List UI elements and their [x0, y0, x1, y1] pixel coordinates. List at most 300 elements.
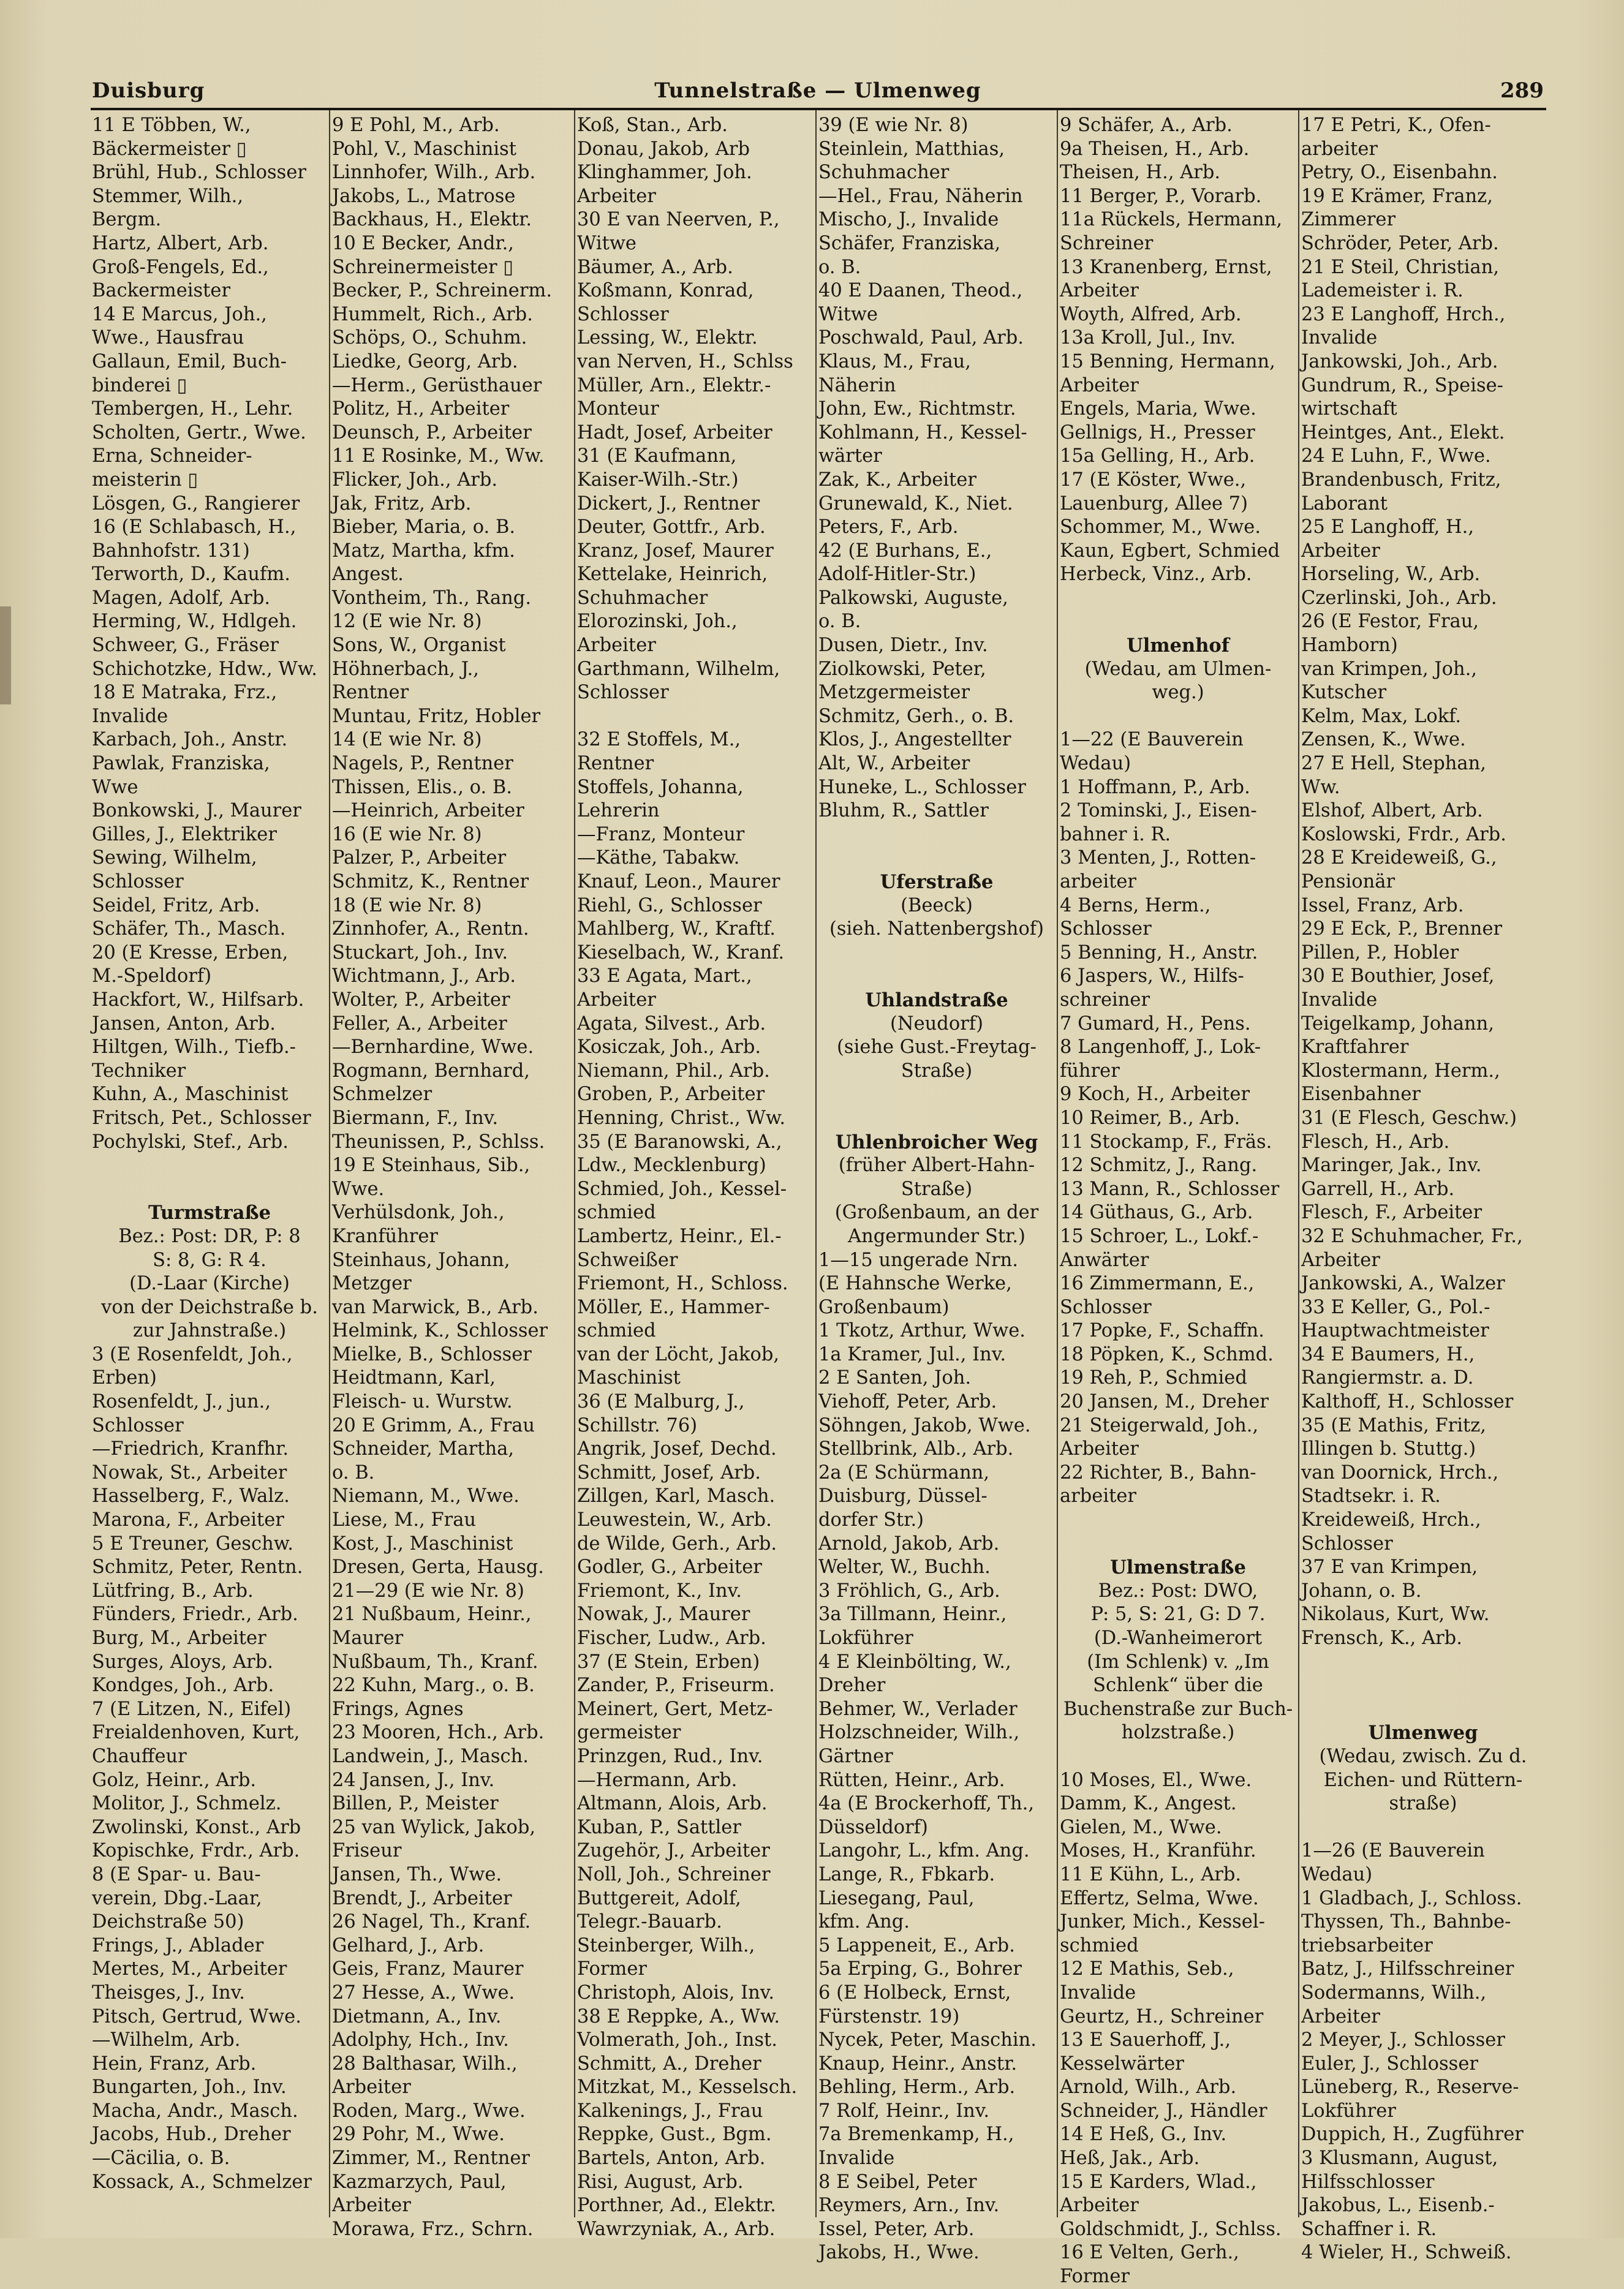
entry-line: 5 Lappeneit, E., Arb.	[818, 1934, 1015, 1956]
entry-line: Erna, Schneider-	[92, 445, 252, 467]
entry-line: Damm, K., Angest.	[1060, 1793, 1237, 1815]
entry-line: Duppich, H., Zugführer	[1301, 2124, 1524, 2146]
entry-line: Kost, J., Maschinist	[332, 1533, 513, 1555]
entry-line: 5a Erping, G., Bohrer	[818, 1958, 1022, 1980]
entry-line: Schröder, Peter, Arb.	[1301, 232, 1499, 254]
entry-line: Maringer, Jak., Inv.	[1301, 1155, 1482, 1177]
column-divider	[1298, 110, 1299, 2217]
entry-line: Mielke, B., Schlosser	[332, 1343, 532, 1365]
entry-line: 13 Mann, R., Schlosser	[1060, 1178, 1280, 1200]
entry-line: Godler, G., Arbeiter	[577, 1556, 762, 1578]
entry-line: 9 Schäfer, A., Arb.	[1060, 115, 1233, 136]
entry-line: Teigelkamp, Johann,	[1301, 1013, 1495, 1035]
entry-line: Schmied, Joh., Kessel-	[577, 1178, 787, 1200]
entry-line: o. B.	[818, 611, 861, 633]
street-heading: Uferstraße	[880, 871, 994, 893]
entry-line: Kuhn, A., Maschinist	[92, 1084, 289, 1106]
entry-line: —Heinrich, Arbeiter	[332, 800, 524, 822]
entry-line: Laborant	[1301, 492, 1388, 515]
entry-line: Gielen, M., Wwe.	[1060, 1816, 1222, 1838]
entry-line: Christoph, Alois, Inv.	[577, 1982, 775, 2004]
entry-line: 37 (E Stein, Erben)	[577, 1651, 760, 1673]
entry-line: Frings, J., Ablader	[92, 1934, 264, 1956]
entry-line: Backermeister	[92, 280, 231, 302]
entry-line: Invalide	[818, 2148, 895, 2170]
entry-line: Frings, Agnes	[332, 1698, 464, 1720]
entry-line: Maurer	[332, 1627, 404, 1649]
entry-line: Schlosser	[577, 303, 669, 325]
entry-line: Prinzgen, Rud., Inv.	[577, 1745, 763, 1767]
entry-line: 4 E Kleinbölting, W.,	[818, 1651, 1011, 1673]
entry-line: Euler, J., Schlosser	[1301, 2053, 1478, 2075]
column-6	[1301, 114, 1545, 2264]
entry-line: —Käthe, Tabakw.	[577, 847, 740, 869]
entry-line: Gellnigs, H., Presser	[1060, 421, 1255, 443]
entry-line: 16 E Velten, Gerh.,	[1060, 2242, 1239, 2264]
entry-line: Dusen, Dietr., Inv.	[818, 635, 988, 657]
entry-line: Nagels, P., Rentner	[332, 753, 513, 775]
entry-line: Muntau, Fritz, Hobler	[332, 705, 541, 727]
entry-line: 3a Tillmann, Heinr.,	[818, 1604, 1007, 1626]
entry-line: (E Hahnsche Werke,	[818, 1273, 1012, 1295]
entry-line: Telegr.-Bauarb.	[577, 1911, 722, 1933]
entry-line: —Wilhelm, Arb.	[92, 2029, 241, 2051]
entry-line: Bahnhofstr. 131)	[92, 540, 250, 562]
entry-line: 24 Jansen, J., Inv.	[332, 1769, 495, 1791]
entry-line: Kossack, A., Schmelzer	[92, 2171, 312, 2193]
entry-line: kfm. Ang.	[818, 1911, 910, 1933]
entry-line: 10 Moses, El., Wwe.	[1060, 1769, 1252, 1791]
entry-line: Kalkenings, J., Frau	[577, 2100, 763, 2122]
entry-line: holzstraße.)	[1121, 1722, 1235, 1744]
entry-line: Brühl, Hub., Schlosser	[92, 162, 306, 184]
entry-line: 6 (E Holbeck, Ernst,	[818, 1982, 1011, 2004]
entry-line: (Großenbaum, an der	[834, 1202, 1039, 1224]
entry-line: Adolphy, Hch., Inv.	[332, 2029, 509, 2051]
entry-line: 3 Fröhlich, G., Arb.	[818, 1580, 1000, 1602]
entry-line: Hiltgen, Wilh., Tiefb.-	[92, 1036, 296, 1058]
entry-line: Sodermanns, Wilh.,	[1301, 1982, 1487, 2004]
entry-line: Mahlberg, W., Kraftf.	[577, 918, 776, 940]
entry-line: Burg, M., Arbeiter	[92, 1627, 266, 1649]
entry-line: Stuckart, Joh., Inv.	[332, 941, 508, 963]
entry-line: Kranführer	[332, 1225, 438, 1247]
entry-line: Brendt, J., Arbeiter	[332, 1887, 512, 1909]
entry-line: Schuhmacher	[818, 162, 950, 184]
entry-line: Arbeiter	[577, 989, 656, 1011]
entry-line: 1—26 (E Bauverein	[1301, 1840, 1485, 1862]
entry-line: Schmitz, K., Rentner	[332, 871, 529, 892]
entry-line: Arbeiter	[577, 185, 656, 207]
entry-line: Peters, F., Arb.	[818, 516, 959, 538]
entry-line: Groben, P., Arbeiter	[577, 1084, 765, 1106]
entry-line: 21 Steigerwald, Joh.,	[1060, 1414, 1259, 1436]
entry-line: 15 Benning, Hermann,	[1060, 350, 1275, 372]
entry-line: Deuter, Gottfr., Arb.	[577, 516, 766, 538]
entry-line: Lehrerin	[577, 800, 660, 822]
entry-line: (Neudorf)	[890, 1013, 983, 1035]
entry-line: Arbeiter	[332, 2076, 411, 2099]
entry-line: Knaup, Heinr., Anstr.	[818, 2053, 1018, 2075]
entry-line: Invalide	[92, 705, 168, 727]
entry-line: 20 E Grimm, A., Frau	[332, 1414, 535, 1436]
entry-line: Zugehör, J., Arbeiter	[577, 1840, 770, 1862]
entry-line: Karbach, Joh., Anstr.	[92, 729, 288, 751]
entry-line: Theunissen, P., Schlss.	[332, 1131, 545, 1153]
entry-line: Arbeiter	[1301, 540, 1380, 562]
entry-line: Deichstraße 50)	[92, 1911, 244, 1933]
blank-line	[1060, 587, 1296, 611]
entry-line: 2a (E Schürmann,	[818, 1461, 990, 1484]
blank-line	[1301, 1698, 1545, 1722]
entry-line: 29 E Eck, P., Brenner	[1301, 918, 1503, 940]
entry-line: Volmerath, Joh., Inst.	[577, 2029, 777, 2051]
entry-line: Witwe	[577, 232, 636, 254]
entry-line: Monteur	[577, 398, 659, 420]
entry-line: Höhnerbach, J.,	[332, 658, 479, 680]
entry-line: 24 E Luhn, F., Wwe.	[1301, 445, 1491, 467]
entry-line: 10 E Becker, Andr.,	[332, 232, 514, 254]
entry-line: o. B.	[332, 1461, 375, 1484]
entry-line: Deunsch, P., Arbeiter	[332, 421, 532, 443]
entry-line: Flesch, F., Arbeiter	[1301, 1202, 1482, 1224]
entry-line: Zwolinski, Konst., Arb	[92, 1816, 301, 1838]
entry-line: Batz, J., Hilfsschreiner	[1301, 1958, 1514, 1980]
entry-line: Schmitt, A., Dreher	[577, 2053, 761, 2075]
entry-line: Gelhard, J., Arb.	[332, 1934, 485, 1956]
entry-line: Arnold, Jakob, Arb.	[818, 1533, 1000, 1555]
entry-line: Wwe., Hausfrau	[92, 327, 244, 349]
entry-line: Jakobus, L., Eisenb.-	[1301, 2195, 1495, 2217]
entry-line: Wedau)	[1301, 1863, 1373, 1885]
entry-line: Jakobs, H., Wwe.	[818, 2242, 980, 2264]
entry-line: van Doornick, Hrch.,	[1301, 1461, 1499, 1484]
entry-line: Golz, Heinr., Arb.	[92, 1769, 257, 1791]
entry-line: Heintges, Ant., Elekt.	[1301, 421, 1505, 443]
entry-line: Gallaun, Emil, Buch-	[92, 350, 287, 372]
entry-line: Klos, J., Angestellter	[818, 729, 1011, 751]
column-1	[92, 114, 327, 2221]
entry-line: 15 E Karders, Wlad.,	[1060, 2171, 1257, 2193]
entry-line: 11a Rückels, Hermann,	[1060, 209, 1283, 231]
entry-line: Mitzkat, M., Kesselsch.	[577, 2076, 798, 2099]
entry-line: Flesch, H., Arb.	[1301, 1131, 1450, 1153]
entry-line: Surges, Aloys, Arb.	[92, 1651, 273, 1673]
entry-line: wirtschaft	[1301, 398, 1397, 420]
entry-line: Zak, K., Arbeiter	[818, 469, 976, 491]
entry-line: weg.)	[1152, 682, 1204, 704]
entry-line: Pawlak, Franziska,	[92, 753, 270, 775]
entry-line: Morawa, Frz., Schrn.	[332, 2218, 534, 2240]
entry-line: Welter, W., Buchh.	[818, 1556, 991, 1578]
entry-line: Jansen, Anton, Arb.	[92, 1013, 276, 1035]
entry-line: van Marwick, B., Arb.	[332, 1296, 538, 1318]
entry-line: Liesegang, Paul,	[818, 1887, 975, 1909]
entry-line: o. B.	[818, 256, 861, 278]
entry-line: dorfer Str.)	[818, 1509, 924, 1531]
entry-line: Leuwestein, W., Arb.	[577, 1509, 772, 1531]
entry-line: Rangiermstr. a. D.	[1301, 1367, 1474, 1389]
entry-line: Schneider, J., Händler	[1060, 2100, 1267, 2122]
entry-line: Noll, Joh., Schreiner	[577, 1863, 771, 1885]
entry-line: Feller, A., Arbeiter	[332, 1013, 507, 1035]
entry-line: Tembergen, H., Lehr.	[92, 398, 293, 420]
entry-line: Hadt, Josef, Arbeiter	[577, 421, 772, 443]
entry-line: Bez.: Post: DWO,	[1098, 1580, 1258, 1602]
entry-line: Mertes, M., Arbeiter	[92, 1958, 287, 1980]
entry-line: Zimmerer	[1301, 209, 1396, 231]
entry-line: Kaiser-Wilh.-Str.)	[577, 469, 739, 491]
entry-line: Kopischke, Frdr., Arb.	[92, 1840, 300, 1862]
entry-line: Friemont, K., Inv.	[577, 1580, 742, 1602]
entry-line: 8 (E Spar- u. Bau-	[92, 1863, 261, 1885]
entry-line: Czerlinski, Joh., Arb.	[1301, 587, 1497, 609]
entry-line: Wawrzyniak, A., Arb.	[577, 2218, 776, 2240]
entry-line: Witwe	[818, 303, 878, 325]
entry-line: 4a (E Brockerhoff, Th.,	[818, 1793, 1035, 1815]
entry-line: Viehoff, Peter, Arb.	[818, 1391, 997, 1413]
entry-line: 30 E Bouthier, Josef,	[1301, 965, 1495, 987]
entry-line: Invalide	[1301, 989, 1378, 1011]
entry-line: Lange, R., Fbkarb.	[818, 1863, 995, 1885]
entry-line: —Cäcilia, o. B.	[92, 2148, 230, 2170]
entry-line: 16 (E Schlabasch, H.,	[92, 516, 296, 538]
entry-line: 18 (E wie Nr. 8)	[332, 894, 482, 916]
blank-line	[1301, 1674, 1545, 1698]
entry-line: 26 (E Festor, Frau,	[1301, 611, 1479, 633]
entry-line: S: 8, G: R 4.	[153, 1249, 266, 1271]
entry-line: Klinghammer, Joh.	[577, 162, 752, 184]
entry-line: Pensionär	[1301, 871, 1396, 892]
entry-line: 27 Hesse, A., Wwe.	[332, 1982, 515, 2004]
entry-line: 25 E Langhoff, H.,	[1301, 516, 1475, 538]
entry-line: 1—15 ungerade Nrn.	[818, 1249, 1018, 1271]
entry-line: Jankowski, A., Walzer	[1301, 1273, 1505, 1295]
entry-line: Buttgereit, Adolf,	[577, 1887, 741, 1909]
entry-line: Möller, E., Hammer-	[577, 1296, 770, 1318]
entry-line: M.-Speldorf)	[92, 965, 212, 987]
entry-line: Vontheim, Th., Rang.	[332, 587, 532, 609]
entry-line: Hilfsschlosser	[1301, 2171, 1435, 2193]
entry-line: Angest.	[332, 564, 404, 586]
entry-line: Groß-Fengels, Ed.,	[92, 256, 269, 278]
entry-line: arbeiter	[1060, 1485, 1136, 1507]
entry-line: Elorozinski, Joh.,	[577, 611, 738, 633]
entry-line: Dickert, J., Rentner	[577, 492, 760, 515]
entry-line: Schreinermeister ▯	[332, 256, 514, 278]
entry-line: Maschinist	[577, 1367, 681, 1389]
entry-line: Roden, Marg., Wwe.	[332, 2100, 526, 2122]
entry-line: Niemann, Phil., Arb.	[577, 1060, 770, 1082]
entry-line: 21—29 (E wie Nr. 8)	[332, 1580, 524, 1602]
entry-line: Effertz, Selma, Wwe.	[1060, 1887, 1259, 1909]
entry-line: Steinberger, Wilh.,	[577, 1934, 755, 1956]
page-number: 289	[1500, 78, 1544, 103]
entry-line: Stemmer, Wilh.,	[92, 185, 244, 207]
entry-line: 7 Rolf, Heinr., Inv.	[818, 2100, 990, 2122]
entry-line: Flicker, Joh., Arb.	[332, 469, 498, 491]
entry-line: Matz, Martha, kfm.	[332, 540, 515, 562]
entry-line: Donau, Jakob, Arb	[577, 138, 750, 160]
entry-line: 42 (E Burhans, E.,	[818, 540, 992, 562]
entry-line: Porthner, Ad., Elektr.	[577, 2195, 776, 2217]
entry-line: Theisen, H., Arb.	[1060, 162, 1221, 184]
entry-line: 17 E Petri, K., Ofen-	[1301, 115, 1491, 136]
entry-line: Garthmann, Wilhelm,	[577, 658, 780, 680]
entry-line: Schlosser	[92, 871, 184, 892]
blank-line	[1060, 705, 1296, 729]
entry-line: Elshof, Albert, Arb.	[1301, 800, 1483, 822]
entry-line: 14 E Marcus, Joh.,	[92, 303, 267, 325]
entry-line: 32 E Stoffels, M.,	[577, 729, 741, 751]
entry-line: Stellbrink, Alb., Arb.	[818, 1438, 1014, 1460]
entry-line: Kelm, Max, Lokf.	[1301, 705, 1462, 727]
entry-line: Magen, Adolf, Arb.	[92, 587, 271, 609]
street-heading: Turmstraße	[148, 1202, 271, 1224]
entry-line: Theisges, J., Inv.	[92, 1982, 246, 2004]
blank-line	[577, 705, 814, 729]
entry-line: Fleisch- u. Wurstw.	[332, 1391, 513, 1413]
entry-line: van Nerven, H., Schlss	[577, 350, 793, 372]
entry-line: 19 E Steinhaus, Sib.,	[332, 1155, 531, 1177]
entry-line: Heidtmann, Karl,	[332, 1367, 496, 1389]
entry-line: Lokführer	[818, 1627, 913, 1649]
entry-line: 11 Stockamp, F., Fräs.	[1060, 1131, 1272, 1153]
entry-line: Angrik, Josef, Dechd.	[577, 1438, 777, 1460]
street-heading: Uhlenbroicher Weg	[835, 1131, 1038, 1153]
entry-line: (Wedau, am Ulmen-	[1084, 658, 1272, 680]
blank-line	[818, 847, 1055, 870]
entry-line: (Im Schlenk) v. „Im	[1087, 1651, 1269, 1673]
entry-line: 12 (E wie Nr. 8)	[332, 611, 482, 633]
entry-line: 36 (E Malburg, J.,	[577, 1391, 745, 1413]
entry-line: Zillgen, Karl, Masch.	[577, 1485, 776, 1507]
entry-line: Jankowski, Joh., Arb.	[1301, 350, 1498, 372]
entry-line: Issel, Peter, Arb.	[818, 2218, 975, 2240]
entry-line: 12 Schmitz, J., Rang.	[1060, 1155, 1258, 1177]
entry-line: 1 Gladbach, J., Schloss.	[1301, 1887, 1522, 1909]
entry-line: Schweer, G., Fräser	[92, 635, 279, 657]
entry-line: Former	[577, 1958, 647, 1980]
entry-line: 40 E Daanen, Theod.,	[818, 280, 1023, 302]
entry-line: Schlosser	[1060, 918, 1152, 940]
entry-line: Alt, W., Arbeiter	[818, 753, 970, 775]
entry-line: Arbeiter	[1060, 2195, 1139, 2217]
entry-line: Anwärter	[1060, 1249, 1149, 1271]
entry-line: Düsseldorf)	[818, 1816, 928, 1838]
entry-line: 6 Jaspers, W., Hilfs-	[1060, 965, 1244, 987]
entry-line: bahner i. R.	[1060, 823, 1171, 845]
entry-line: Kettelake, Heinrich,	[577, 564, 768, 586]
entry-line: 15 Schroer, L., Lokf.-	[1060, 1225, 1259, 1247]
entry-line: Schuhmacher	[577, 587, 708, 609]
entry-line: Terworth, D., Kaufm.	[92, 564, 290, 586]
entry-line: verein, Dbg.-Laar,	[92, 1887, 262, 1909]
entry-line: 22 Richter, B., Bahn-	[1060, 1461, 1256, 1484]
entry-line: 15a Gelling, H., Arb.	[1060, 445, 1255, 467]
entry-line: Klostermann, Herm.,	[1301, 1060, 1500, 1082]
entry-line: Pitsch, Gertrud, Wwe.	[92, 2005, 301, 2027]
entry-line: Kohlmann, H., Kessel-	[818, 421, 1027, 443]
entry-line: Schäfer, Th., Masch.	[92, 918, 286, 940]
entry-line: Issel, Franz, Arb.	[1301, 894, 1464, 916]
entry-line: Friemont, H., Schloss.	[577, 1273, 788, 1295]
entry-line: Schichotzke, Hdw., Ww.	[92, 658, 317, 680]
entry-line: 26 Nagel, Th., Kranf.	[332, 1911, 531, 1933]
entry-line: 3 Klusmann, August,	[1301, 2148, 1498, 2170]
entry-line: 14 (E wie Nr. 8)	[332, 729, 482, 751]
entry-line: Brandenbusch, Fritz,	[1301, 469, 1501, 491]
street-heading: Ulmenweg	[1368, 1722, 1478, 1744]
entry-line: Palkowski, Auguste,	[818, 587, 1008, 609]
entry-line: Kesselwärter	[1060, 2053, 1184, 2075]
entry-line: van der Löcht, Jakob,	[577, 1343, 780, 1365]
entry-line: 17 Popke, F., Schaffn.	[1060, 1320, 1264, 1342]
entry-line: Koß, Stan., Arb.	[577, 115, 728, 136]
entry-line: Backhaus, H., Elektr.	[332, 209, 532, 231]
entry-line: Risi, August, Arb.	[577, 2171, 744, 2193]
entry-line: 34 E Baumers, H.,	[1301, 1343, 1475, 1365]
column-divider	[329, 110, 330, 2217]
entry-line: Schlosser	[1301, 1533, 1393, 1555]
entry-line: Fritsch, Pet., Schlosser	[92, 1107, 311, 1129]
entry-line: Nowak, St., Arbeiter	[92, 1461, 287, 1484]
entry-line: Frensch, K., Arb.	[1301, 1627, 1462, 1649]
entry-line: Mischo, J., Invalide	[818, 209, 999, 231]
entry-line: Molitor, J., Schmelz.	[92, 1793, 282, 1815]
entry-line: germeister	[577, 1722, 681, 1744]
entry-line: —Herm., Gerüsthauer	[332, 374, 542, 396]
page-header	[92, 78, 1544, 107]
entry-line: Buchenstraße zur Buch-	[1063, 1698, 1293, 1720]
entry-line: Schäfer, Franziska,	[818, 232, 1001, 254]
entry-line: Jakobs, L., Matrose	[332, 185, 516, 207]
blank-line	[92, 1178, 327, 1202]
entry-line: straße)	[1389, 1793, 1457, 1815]
entry-line: Angermunder Str.)	[848, 1225, 1025, 1247]
entry-line: Hein, Franz, Arb.	[92, 2053, 257, 2075]
entry-line: 14 E Heß, G., Inv.	[1060, 2124, 1227, 2146]
entry-line: 19 Reh, P., Schmied	[1060, 1367, 1247, 1389]
street-heading: Uhlandstraße	[865, 989, 1008, 1011]
entry-line: 37 E van Krimpen,	[1301, 1556, 1478, 1578]
entry-line: Stadtsekr. i. R.	[1301, 1485, 1441, 1507]
entry-line: Lösgen, G., Rangierer	[92, 492, 300, 515]
entry-line: Zinnhofer, A., Rentn.	[332, 918, 529, 940]
entry-line: 13 E Sauerhoff, J.,	[1060, 2029, 1231, 2051]
entry-line: Fürstenstr. 19)	[818, 2005, 960, 2027]
entry-line: Schmitz, Gerh., o. B.	[818, 705, 1014, 727]
entry-line: Pillen, P., Hobler	[1301, 941, 1459, 963]
entry-line: Schmitz, Peter, Rentn.	[92, 1556, 303, 1578]
entry-line: Knauf, Leon., Maurer	[577, 871, 780, 892]
entry-line: Reymers, Arn., Inv.	[818, 2195, 1000, 2217]
entry-line: Großenbaum)	[818, 1296, 950, 1318]
entry-line: Jak, Fritz, Arb.	[332, 492, 472, 515]
entry-line: schmied	[577, 1320, 656, 1342]
entry-line: Freialdenhoven, Kurt,	[92, 1722, 300, 1744]
entry-line: Former	[1060, 2266, 1130, 2288]
blank-line	[818, 941, 1055, 965]
entry-line: 9 Koch, H., Arbeiter	[1060, 1084, 1250, 1106]
entry-line: 1 Tkotz, Arthur, Wwe.	[818, 1320, 1025, 1342]
entry-line: 31 (E Kaufmann,	[577, 445, 737, 467]
entry-line: Becker, P., Schreinerm.	[332, 280, 553, 302]
entry-line: Kieselbach, W., Kranf.	[577, 941, 785, 963]
entry-line: Zimmer, M., Rentner	[332, 2148, 530, 2170]
entry-line: 9a Theisen, H., Arb.	[1060, 138, 1250, 160]
entry-line: Klaus, M., Frau,	[818, 350, 971, 372]
